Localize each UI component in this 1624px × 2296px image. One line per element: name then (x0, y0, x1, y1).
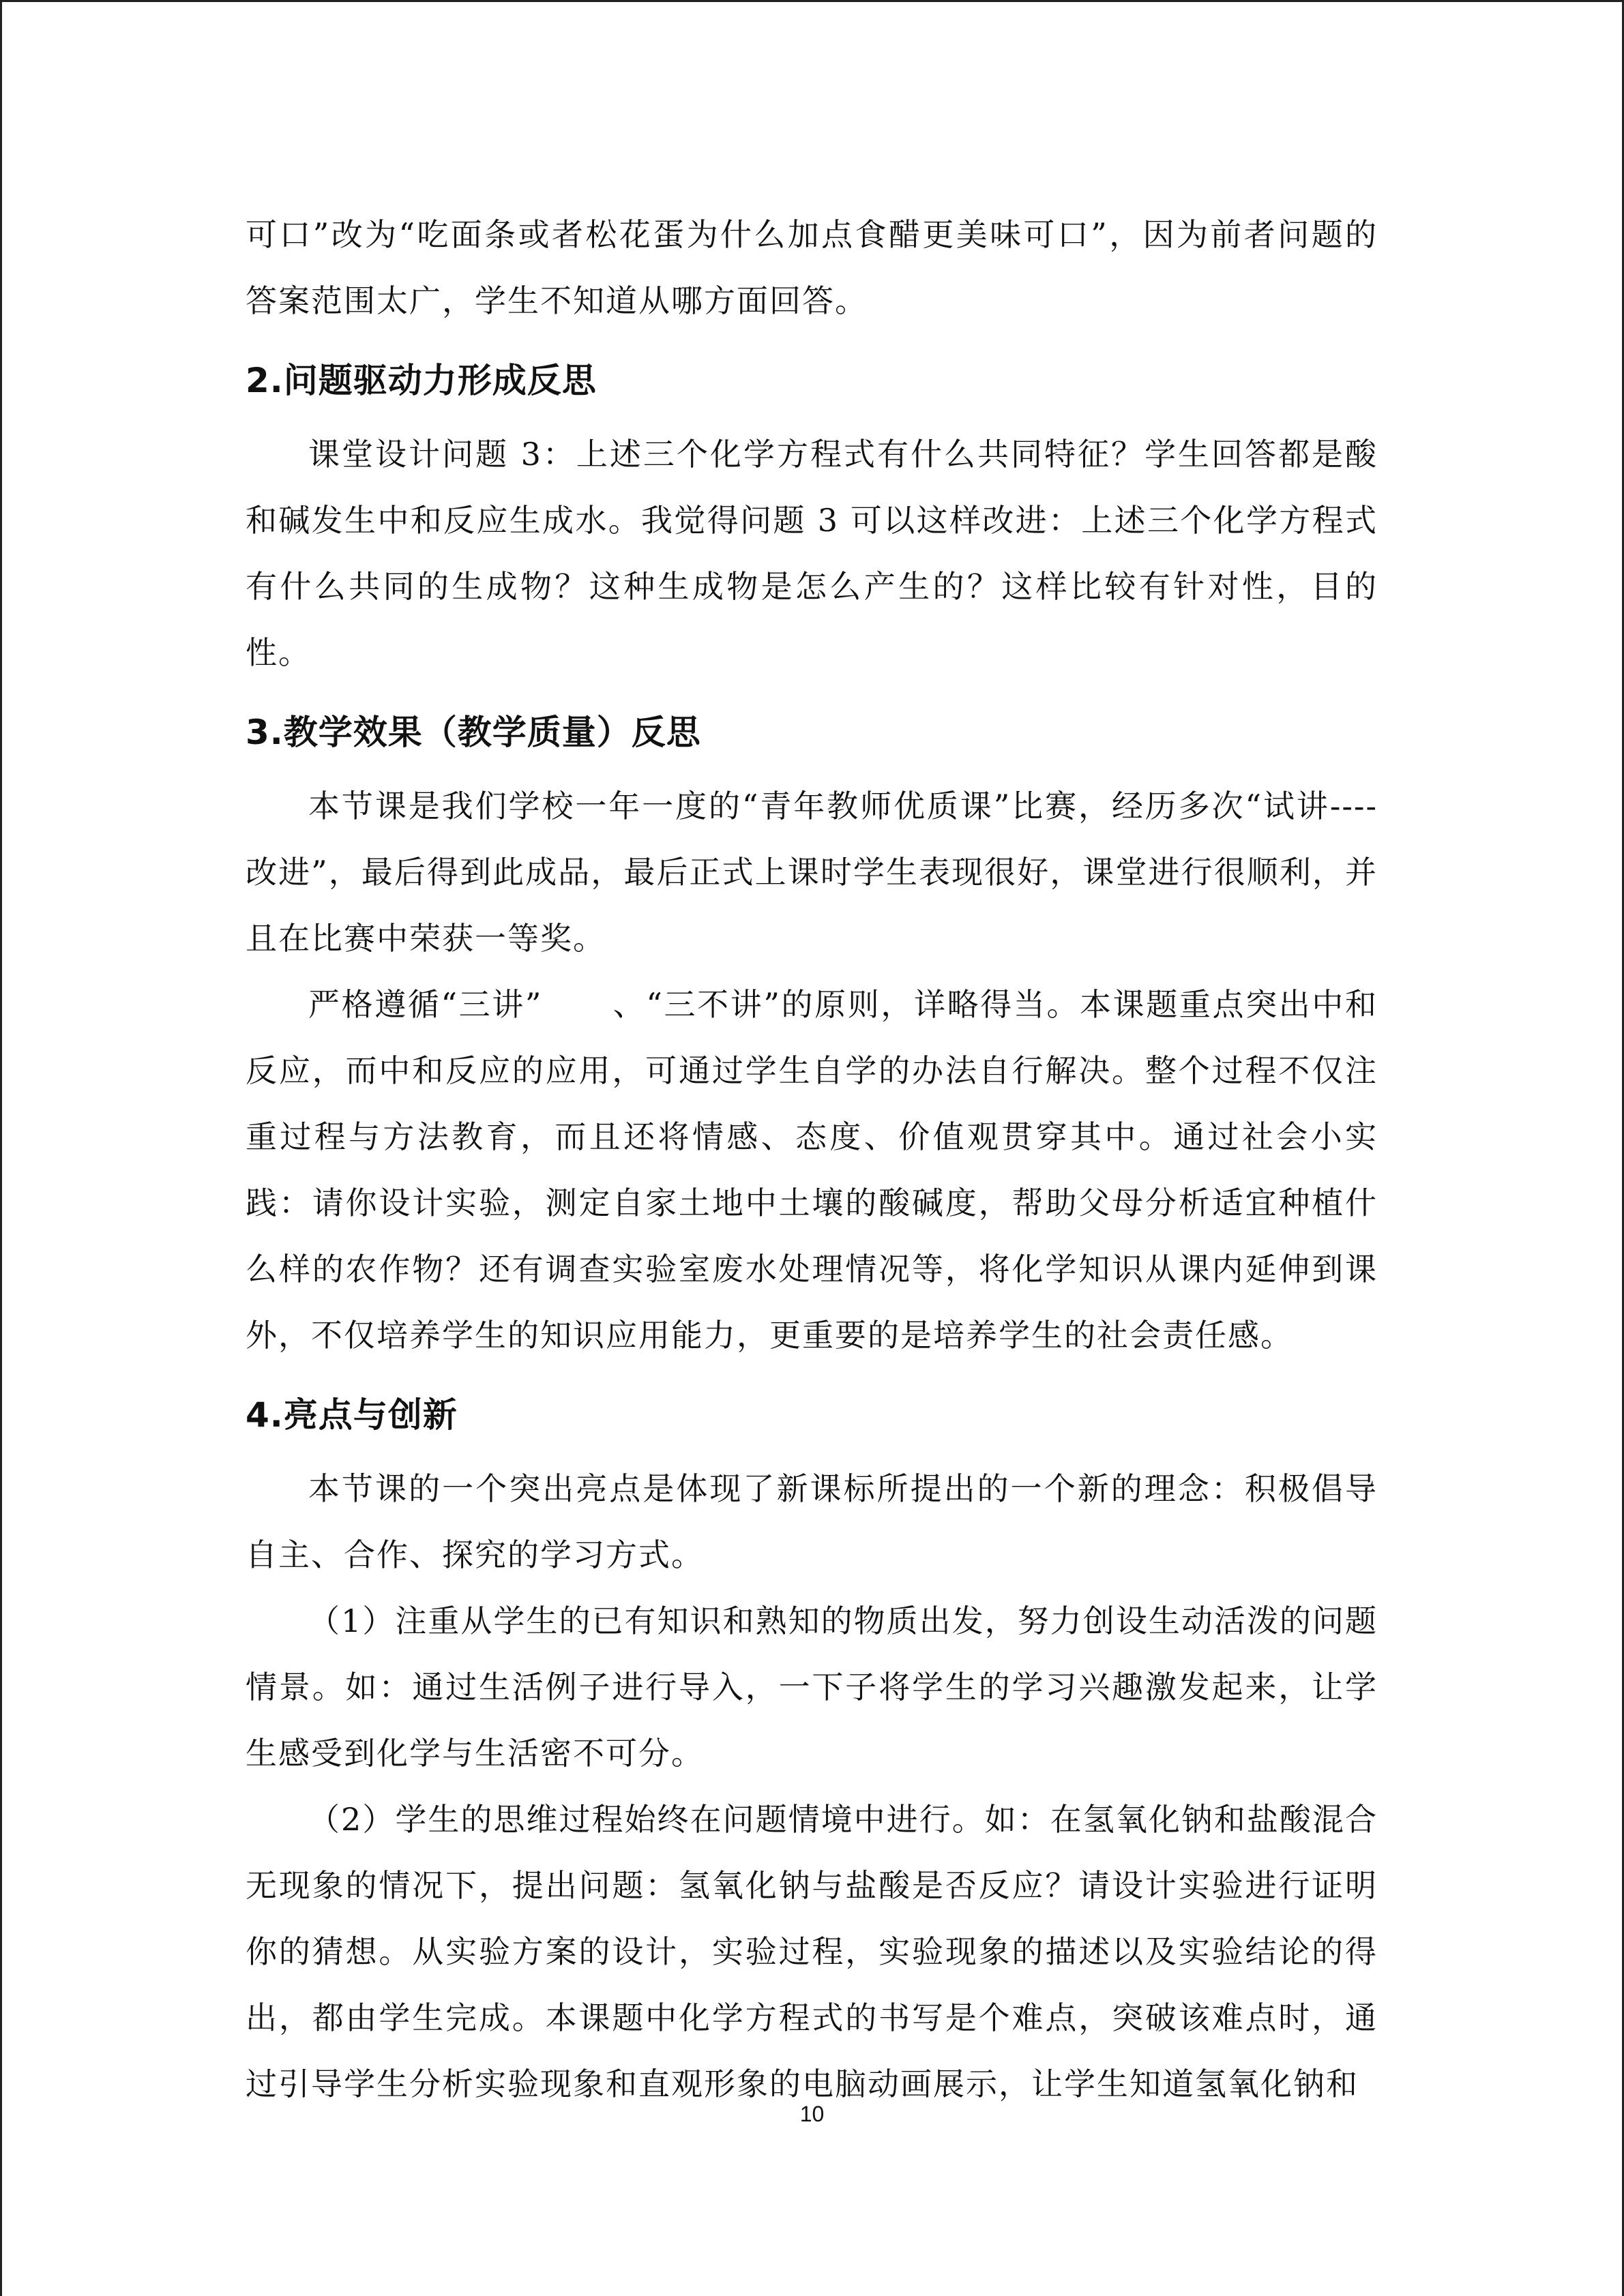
section-heading: 2.问题驱动力形成反思 (246, 361, 597, 400)
section-2 (246, 360, 1378, 686)
section-paragraph: 本节课的一个突出亮点是体现了新课标所提出的一个新的理念：积极倡导自主、合作、探究的学习方式。 (246, 1470, 1378, 1573)
section-4 (246, 1395, 1378, 2117)
section-3 (246, 712, 1378, 1369)
section-paragraph: 课堂设计问题 3：上述三个化学方程式有什么共同特征？学生回答都是酸和碱发生中和反应生成水。我觉得问题 3 可以这样改进：上述三个化学方程式有什么共同的生成物？这种生成物是怎么产生的？这样比较有针对性，目的性。 (246, 436, 1378, 671)
continuation-paragraph: 可口”改为“吃面条或者松花蛋为什么加点食醋更美味可口”，因为前者问题的答案范围太广，学生不知道从哪方面回答。 (246, 216, 1378, 319)
section-heading: 4.亮点与创新 (246, 1395, 458, 1435)
section-paragraph: 本节课是我们学校一年一度的“青年教师优质课”比赛，经历多次“试讲----改进”，最后得到此成品，最后正式上课时学生表现很好，课堂进行很顺利，并且在比赛中荣获一等奖。 (246, 788, 1378, 957)
page-number: 10 (799, 2102, 825, 2126)
section-paragraph: （1）注重从学生的已有知识和熟知的物质出发，努力创设生动活泼的问题情景。如：通过生活例子进行导入，一下子将学生的学习兴趣激发起来，让学生感受到化学与生活密不可分。 (246, 1602, 1378, 1772)
section-paragraph: 严格遵循“三讲” 、“三不讲”的原则，详略得当。本课题重点突出中和反应，而中和反应的应用，可通过学生自学的办法自行解决。整个过程不仅注重过程与方法教育，而且还将情感、态度、价值观贯穿其中。通过社会小实践：请你设计实验，测定自家土地中土壤的酸碱度，帮助父母分析适宜种植什么样的农作物？还有调查实验室废水处理情况等，将化学知识从课内延伸到课外，不仅培养学生的知识应用能力，更重要的是培养学生的社会责任感。 (246, 986, 1378, 1354)
document-body (246, 202, 1378, 2117)
section-heading: 3.教学效果（教学质量）反思 (246, 713, 701, 752)
section-paragraph: （2）学生的思维过程始终在问题情境中进行。如：在氢氧化钠和盐酸混合无现象的情况下，提出问题：氢氧化钠与盐酸是否反应？请设计实验进行证明你的猜想。从实验方案的设计，实验过程，实验现象的描述以及实验结论的得出，都由学生完成。本课题中化学方程式的书写是个难点，突破该难点时，通过引导学生分析实验现象和直观形象的电脑动画展示，让学生知道氢氧化钠和 (246, 1801, 1378, 2102)
